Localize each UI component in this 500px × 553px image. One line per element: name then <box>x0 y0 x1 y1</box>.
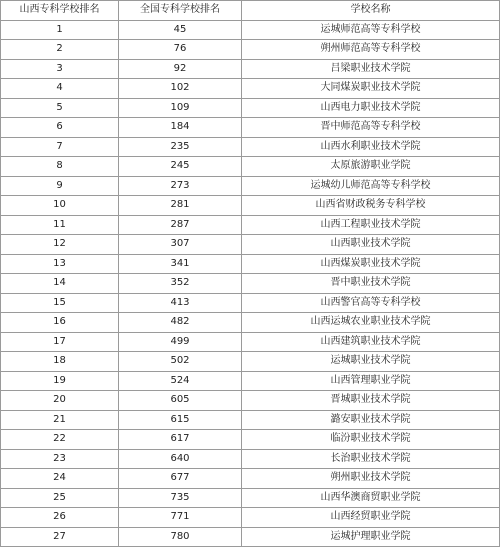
school-name-cell: 朔州师范高等专科学校 <box>242 40 500 60</box>
national-rank-cell: 502 <box>119 352 242 372</box>
national-rank-cell: 184 <box>119 118 242 138</box>
school-name-cell: 运城职业技术学院 <box>242 352 500 372</box>
shanxi-rank-cell: 2 <box>1 40 119 60</box>
school-name-cell: 山西警官高等专科学校 <box>242 293 500 313</box>
school-name-cell: 山西工程职业技术学院 <box>242 215 500 235</box>
national-rank-cell: 499 <box>119 332 242 352</box>
national-rank-cell: 281 <box>119 196 242 216</box>
school-name-cell: 山西电力职业技术学院 <box>242 98 500 118</box>
table-row <box>1 235 500 255</box>
national-rank-cell: 341 <box>119 254 242 274</box>
shanxi-rank-cell: 1 <box>1 20 119 40</box>
table-row <box>1 469 500 489</box>
school-name-cell: 太原旅游职业学院 <box>242 157 500 177</box>
shanxi-rank-cell: 16 <box>1 313 119 333</box>
school-name-cell: 山西省财政税务专科学校 <box>242 196 500 216</box>
national-rank-cell: 615 <box>119 410 242 430</box>
table-row <box>1 527 500 547</box>
table-row <box>1 196 500 216</box>
shanxi-rank-cell: 6 <box>1 118 119 138</box>
national-rank-cell: 245 <box>119 157 242 177</box>
table-row <box>1 430 500 450</box>
school-name-cell: 山西建筑职业技术学院 <box>242 332 500 352</box>
shanxi-rank-cell: 19 <box>1 371 119 391</box>
school-name-cell: 晋中职业技术学院 <box>242 274 500 294</box>
school-name-cell: 临汾职业技术学院 <box>242 430 500 450</box>
school-name-cell: 山西职业技术学院 <box>242 235 500 255</box>
table-row <box>1 157 500 177</box>
national-rank-cell: 307 <box>119 235 242 255</box>
school-name-cell: 山西管理职业学院 <box>242 371 500 391</box>
shanxi-rank-cell: 5 <box>1 98 119 118</box>
table-row <box>1 410 500 430</box>
table-row <box>1 391 500 411</box>
shanxi-rank-cell: 7 <box>1 137 119 157</box>
header-national-rank: 全国专科学校排名 <box>119 1 242 21</box>
table-row <box>1 293 500 313</box>
table-row <box>1 176 500 196</box>
table-row <box>1 332 500 352</box>
table-row <box>1 98 500 118</box>
national-rank-cell: 45 <box>119 20 242 40</box>
table-row <box>1 313 500 333</box>
school-name-cell: 山西华澳商贸职业学院 <box>242 488 500 508</box>
national-rank-cell: 235 <box>119 137 242 157</box>
table-row <box>1 20 500 40</box>
school-name-cell: 运城师范高等专科学校 <box>242 20 500 40</box>
shanxi-rank-cell: 20 <box>1 391 119 411</box>
school-name-cell: 长治职业技术学院 <box>242 449 500 469</box>
school-name-cell: 吕梁职业技术学院 <box>242 59 500 79</box>
table-row <box>1 371 500 391</box>
shanxi-rank-cell: 13 <box>1 254 119 274</box>
national-rank-cell: 605 <box>119 391 242 411</box>
shanxi-rank-cell: 17 <box>1 332 119 352</box>
table-row <box>1 274 500 294</box>
school-name-cell: 山西经贸职业学院 <box>242 508 500 528</box>
shanxi-rank-cell: 4 <box>1 79 119 99</box>
national-rank-cell: 524 <box>119 371 242 391</box>
table-row <box>1 352 500 372</box>
school-name-cell: 晋中师范高等专科学校 <box>242 118 500 138</box>
shanxi-rank-cell: 12 <box>1 235 119 255</box>
shanxi-rank-cell: 24 <box>1 469 119 489</box>
table-row <box>1 137 500 157</box>
table-row <box>1 118 500 138</box>
national-rank-cell: 617 <box>119 430 242 450</box>
national-rank-cell: 780 <box>119 527 242 547</box>
shanxi-rank-cell: 9 <box>1 176 119 196</box>
national-rank-cell: 771 <box>119 508 242 528</box>
shanxi-rank-cell: 8 <box>1 157 119 177</box>
shanxi-rank-cell: 18 <box>1 352 119 372</box>
school-name-cell: 山西水利职业技术学院 <box>242 137 500 157</box>
shanxi-rank-cell: 14 <box>1 274 119 294</box>
header-row <box>1 1 500 21</box>
national-rank-cell: 273 <box>119 176 242 196</box>
school-name-cell: 运城幼儿师范高等专科学校 <box>242 176 500 196</box>
shanxi-rank-cell: 27 <box>1 527 119 547</box>
national-rank-cell: 76 <box>119 40 242 60</box>
national-rank-cell: 482 <box>119 313 242 333</box>
national-rank-cell: 92 <box>119 59 242 79</box>
table-row <box>1 449 500 469</box>
shanxi-rank-cell: 15 <box>1 293 119 313</box>
shanxi-rank-cell: 21 <box>1 410 119 430</box>
shanxi-rank-cell: 23 <box>1 449 119 469</box>
shanxi-rank-cell: 26 <box>1 508 119 528</box>
shanxi-rank-cell: 25 <box>1 488 119 508</box>
national-rank-cell: 735 <box>119 488 242 508</box>
table-row <box>1 488 500 508</box>
national-rank-cell: 102 <box>119 79 242 99</box>
table-row <box>1 40 500 60</box>
national-rank-cell: 640 <box>119 449 242 469</box>
table-row <box>1 254 500 274</box>
national-rank-cell: 352 <box>119 274 242 294</box>
school-name-cell: 运城护理职业学院 <box>242 527 500 547</box>
school-name-cell: 潞安职业技术学院 <box>242 410 500 430</box>
national-rank-cell: 413 <box>119 293 242 313</box>
shanxi-rank-cell: 10 <box>1 196 119 216</box>
national-rank-cell: 109 <box>119 98 242 118</box>
shanxi-rank-cell: 3 <box>1 59 119 79</box>
school-name-cell: 山西运城农业职业技术学院 <box>242 313 500 333</box>
table-body <box>1 20 500 547</box>
header-shanxi-rank: 山西专科学校排名 <box>1 1 119 21</box>
shanxi-rank-cell: 22 <box>1 430 119 450</box>
school-name-cell: 大同煤炭职业技术学院 <box>242 79 500 99</box>
national-rank-cell: 677 <box>119 469 242 489</box>
school-name-cell: 朔州职业技术学院 <box>242 469 500 489</box>
table-row <box>1 508 500 528</box>
table-row <box>1 59 500 79</box>
school-name-cell: 山西煤炭职业技术学院 <box>242 254 500 274</box>
national-rank-cell: 287 <box>119 215 242 235</box>
table-row <box>1 215 500 235</box>
header-school-name: 学校名称 <box>242 1 500 21</box>
school-name-cell: 晋城职业技术学院 <box>242 391 500 411</box>
shanxi-rank-cell: 11 <box>1 215 119 235</box>
table-row <box>1 79 500 99</box>
